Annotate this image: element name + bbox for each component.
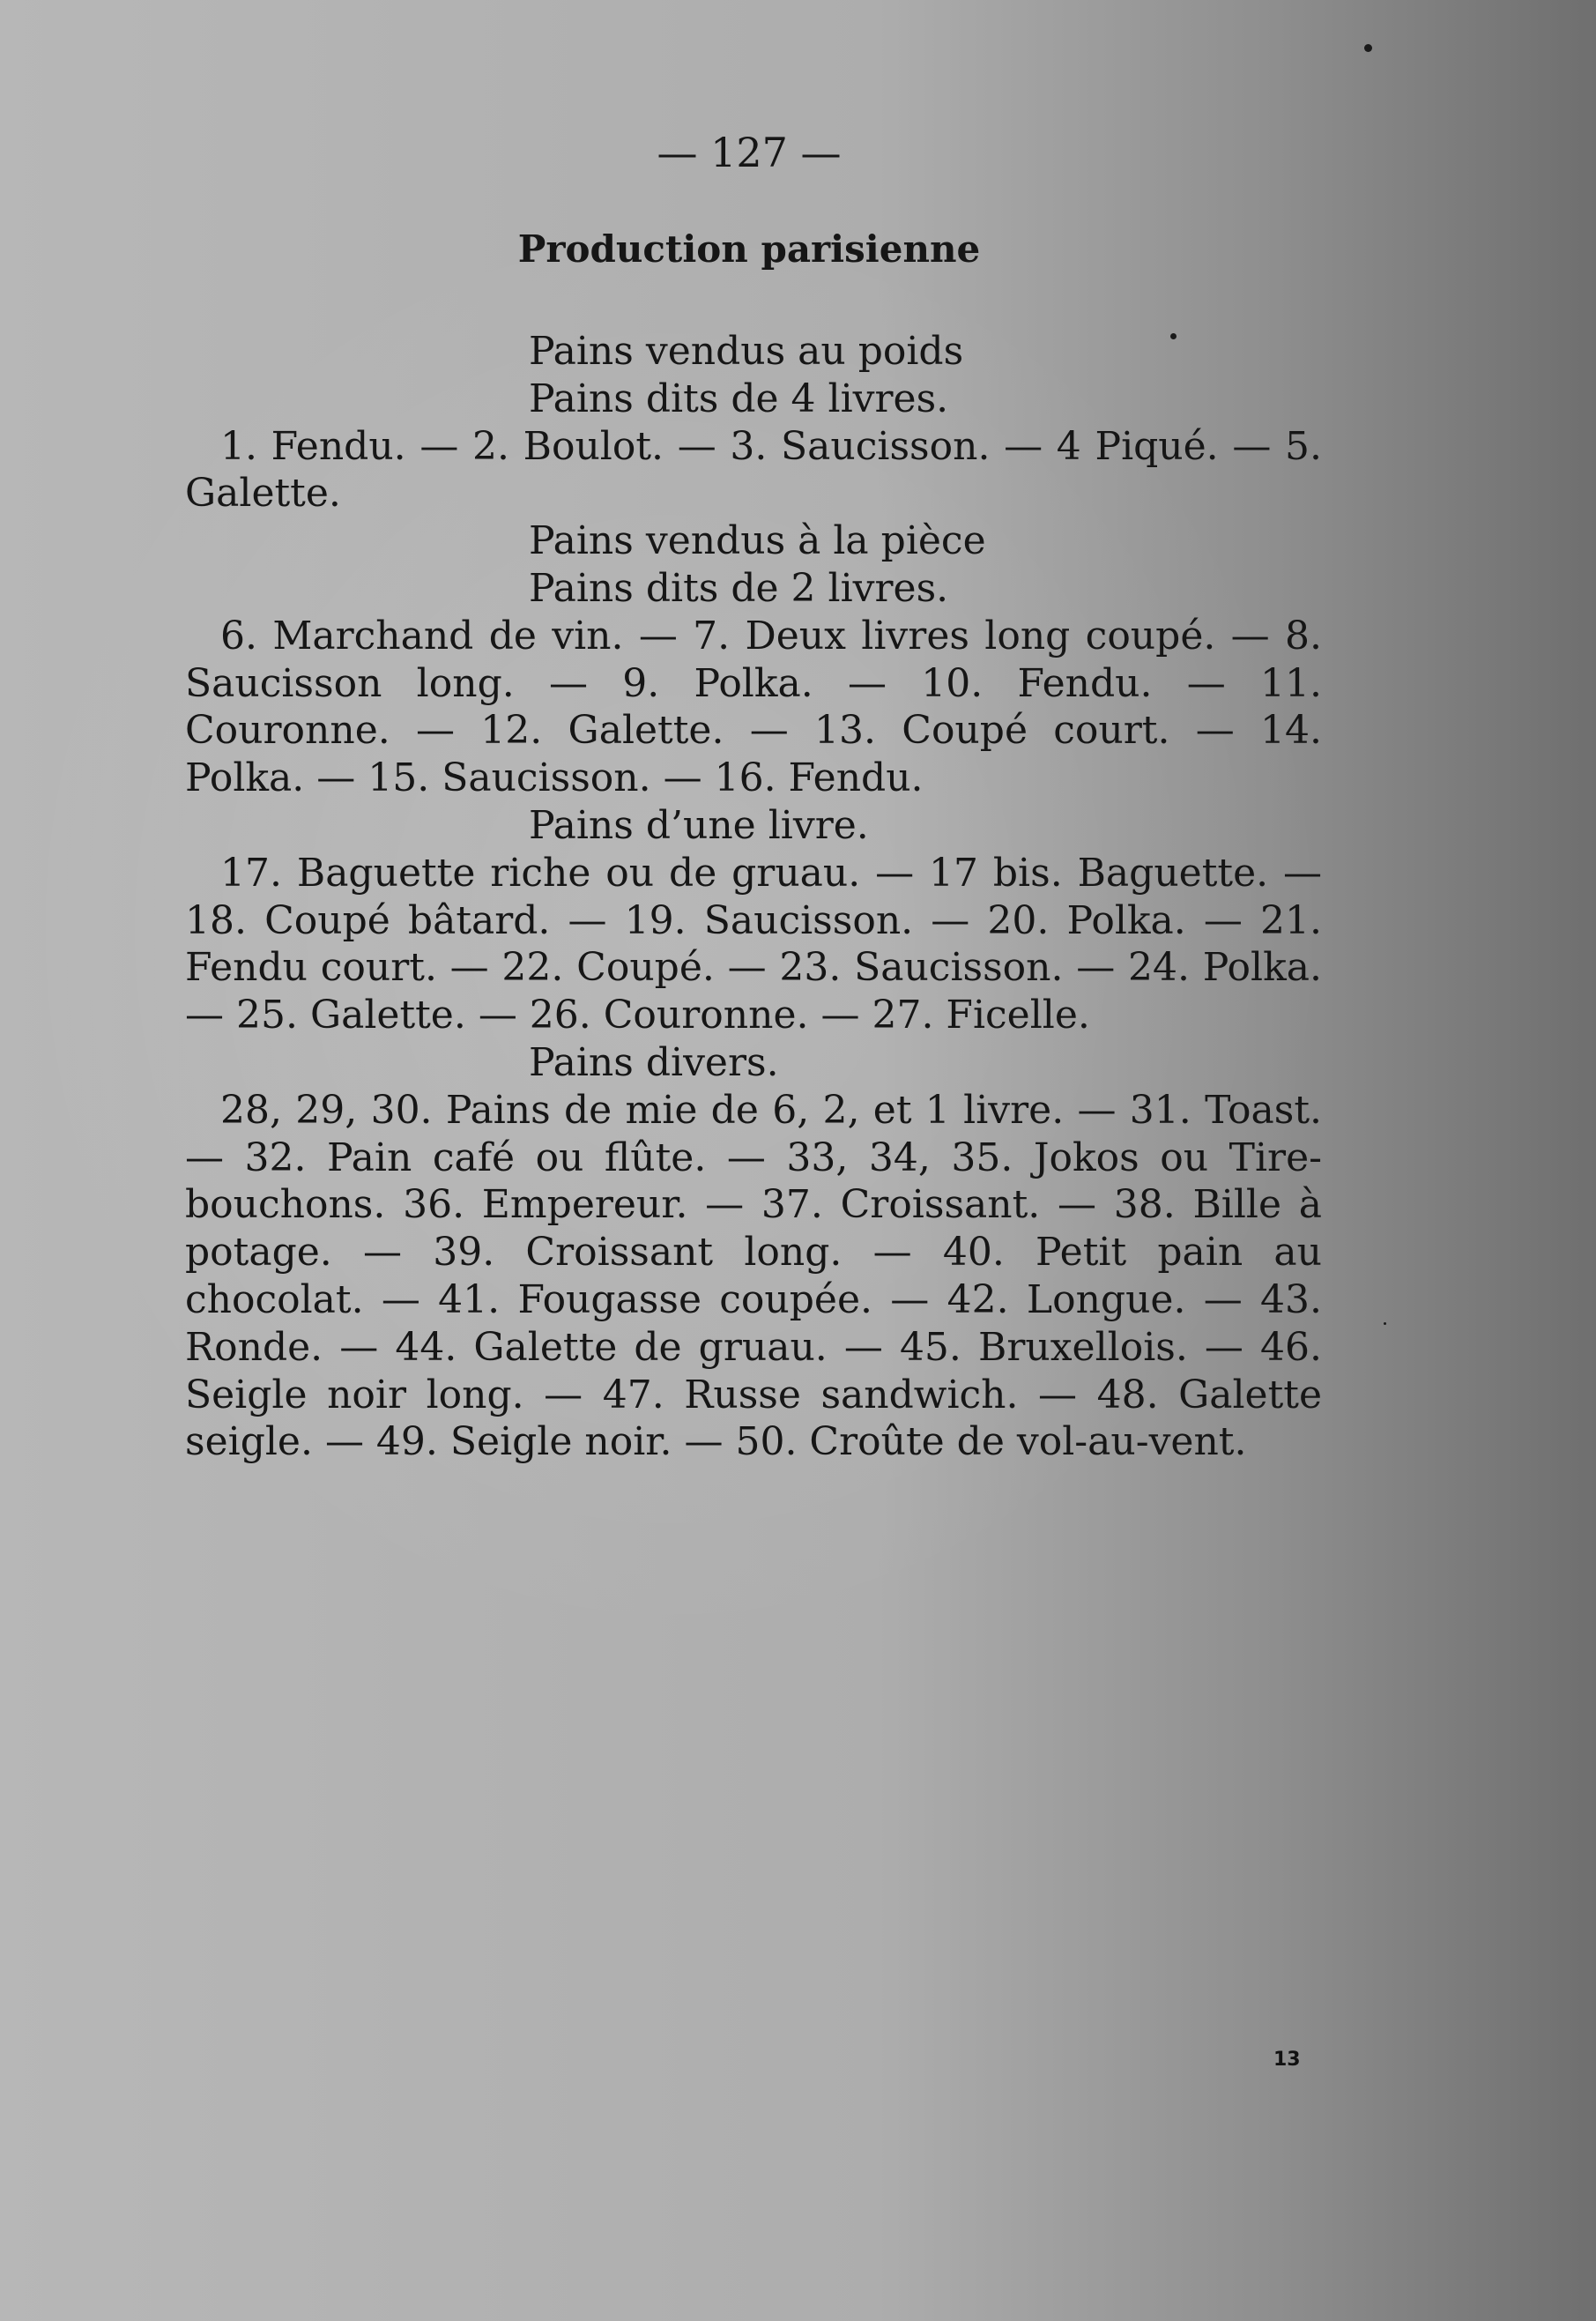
subheading-piece-sold: Pains vendus à la pièce [529, 518, 986, 564]
paragraph-two-pound-breads: 6. Marchand de vin. — 7. Deux livres long coupé. — 8. Saucisson long. — 9. Polka. — 10. Fendu. — 11. Couronne. — 12. Galette. — 13. Coupé court. — 14. Polka. — 15. Saucisson. — 16. Fendu. [185, 613, 1322, 801]
ink-speck [1364, 44, 1372, 52]
ink-speck [1170, 333, 1177, 339]
page-number: — 127 — [657, 129, 842, 176]
subheading-various: Pains divers. [529, 1039, 779, 1085]
paragraph-various-breads: 28, 29, 30. Pains de mie de 6, 2, et 1 livre. — 31. Toast. — 32. Pain café ou flûte. — 33, 34, 35. Jokos ou Tire-bouchons. 36. Empereur. — 37. Croissant. — 38. Bille à potage. — 39. Croissant long. — 40. Petit pain au chocolat. — 41. Fougasse coupée. — 42. Longue. — 43. Ronde. — 44. Galette de gruau. — 45. Bruxellois. — 46. Seigle noir long. — 47. Russe sandwich. — 48. Galette seigle. — 49. Seigle noir. — 50. Croûte de vol-au-vent. [185, 1087, 1322, 1465]
subheading-one-pound: Pains d’une livre. [529, 802, 869, 848]
body-text [185, 328, 1322, 1466]
paragraph-one-pound-breads: 17. Baguette riche ou de gruau. — 17 bis. Baguette. — 18. Coupé bâtard. — 19. Saucisson. — 20. Polka. — 21. Fendu court. — 22. Coupé. — 23. Saucisson. — 24. Polka. — 25. Galette. — 26. Couronne. — 27. Ficelle. [185, 850, 1322, 1038]
ink-speck [1384, 1322, 1386, 1325]
paragraph-four-pound-breads: 1. Fendu. — 2. Boulot. — 3. Saucisson. — 4 Piqué. — 5. Galette. [185, 423, 1322, 517]
subheading-two-pound: Pains dits de 2 livres. [529, 565, 949, 611]
signature-mark: 13 [1273, 2049, 1301, 2071]
section-title: Production parisienne [517, 227, 981, 271]
subheading-four-pound: Pains dits de 4 livres. [529, 376, 949, 421]
subheading-weight-sold: Pains vendus au poids [529, 329, 964, 374]
